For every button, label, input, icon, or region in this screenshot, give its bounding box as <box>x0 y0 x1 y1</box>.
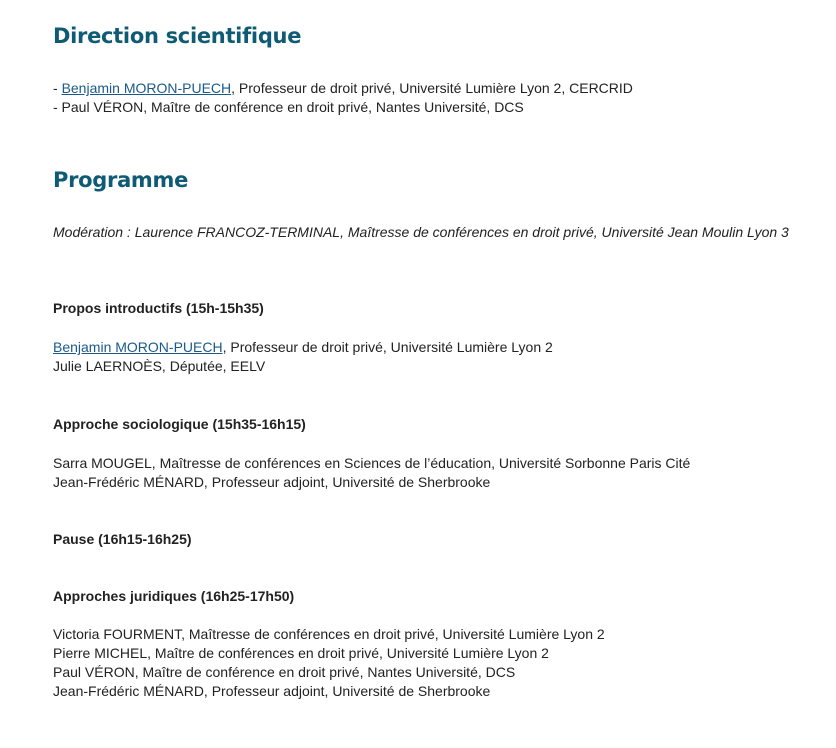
speaker-line: Pierre MICHEL, Maître de conférences en droit privé, Université Lumière Lyon 2 <box>53 645 549 661</box>
session-heading: Propos introductifs (15h-15h35) <box>53 300 264 316</box>
speaker-link[interactable]: Benjamin MORON-PUECH <box>61 80 232 96</box>
speaker-link[interactable]: Benjamin MORON-PUECH <box>53 339 223 355</box>
direction-item <box>53 79 633 99</box>
session-heading: Pause (16h15-16h25) <box>53 531 192 547</box>
speaker-line: Julie LAERNOÈS, Députée, EELV <box>53 358 266 374</box>
session-heading: Approche sociologique (15h35-16h15) <box>53 416 306 432</box>
session-heading: Approches juridiques (16h25-17h50) <box>53 588 295 604</box>
moderation-text: Modération : Laurence FRANCOZ-TERMINAL, Maîtresse de conférences en droit privé, Université Jean Moulin Lyon 3 <box>53 224 789 240</box>
direction-item-prefix: - <box>53 80 62 96</box>
direction-item-text: - Paul VÉRON, Maître de conférence en droit privé, Nantes Université, DCS <box>53 99 524 115</box>
speaker-line <box>53 338 553 358</box>
programme-title: Programme <box>53 168 189 192</box>
speaker-line: Paul VÉRON, Maître de conférence en droit privé, Nantes Université, DCS <box>53 664 516 680</box>
speaker-line: Jean-Frédéric MÉNARD, Professeur adjoint, Université de Sherbrooke <box>53 474 491 490</box>
direction-title: Direction scientifique <box>53 24 302 48</box>
speaker-line: Jean-Frédéric MÉNARD, Professeur adjoint, Université de Sherbrooke <box>53 683 491 699</box>
speaker-text: , Professeur de droit privé, Université Lumière Lyon 2 <box>222 339 553 355</box>
direction-item-text: , Professeur de droit privé, Université Lumière Lyon 2, CERCRID <box>231 80 633 96</box>
direction-item <box>53 98 524 118</box>
speaker-line: Sarra MOUGEL, Maîtresse de conférences en Sciences de l’éducation, Université Sorbonne Paris Cité <box>53 455 691 471</box>
speaker-line: Victoria FOURMENT, Maîtresse de conférences en droit privé, Université Lumière Lyon 2 <box>53 626 605 642</box>
